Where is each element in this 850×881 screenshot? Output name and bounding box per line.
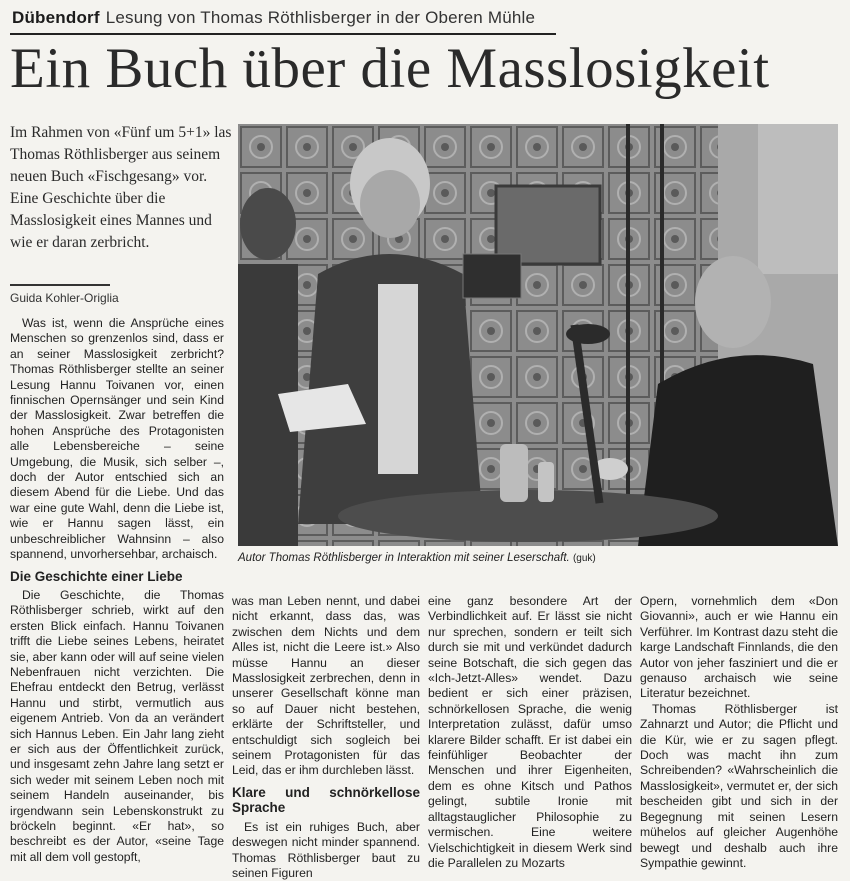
article-column-4 (640, 594, 838, 871)
lead-divider (10, 284, 110, 286)
article-column-1 (10, 316, 224, 865)
article-column-3 (428, 594, 632, 871)
body-paragraph: Was ist, wenn die Ansprüche eines Menschen so grenzenlos sind, dass er an seiner Masslosigkeit zerbricht? Thomas Röthlisberger stellte an seiner Lesung Hannu Toivanen vor, einen finnischen Opernsänger und sein Kind der Masslosigkeit. Zwar betreffen die hohen Ansprüche des Protagonisten alle Lebensbereiche – seine Umgebung, die Musik, sich selber –, doch der Autor entschied sich an diesem Abend für die Liebe. Und das war eine gute Wahl, denn die Liebe ist, wie er Hannu sagen lässt, ein unbeschreiblicher Wahnsinn – also spannend, unvorhersehbar, archaisch. (10, 316, 224, 562)
body-paragraph: Thomas Röthlisberger ist Zahnarzt und Autor; die Pflicht und die Kür, wie er zu sagen pflegt. Doch was macht ihn zum Schreibenden? «Wahrscheinlich die Masslosigkeit», vermutet er, der sich bescheiden gibt und sich in der Begegnung mit seinen Lesern mühelos auf gleicher Augenhöhe bewegt und deshalb auch ihre Sympathie gewinnt. (640, 701, 838, 870)
author-byline: Guida Kohler-Origlia (10, 291, 119, 305)
photo-credit: (guk) (572, 553, 596, 564)
subheading: Klare und schnörkellose Sprache (232, 784, 420, 816)
subheading: Die Geschichte einer Liebe (10, 568, 183, 584)
kicker-rule (10, 33, 556, 35)
lead-paragraph: Im Rahmen von «Fünf um 5+1» las Thomas Röthlisberger aus seinem neuen Buch «Fischgesang» vor. Eine Geschichte über die Masslosigkeit eines Mannes und wie er daran zerbricht. (10, 124, 232, 251)
headline: Ein Buch über die Masslosigkeit (10, 37, 770, 100)
kicker-place: Dübendorf (12, 8, 100, 27)
kicker (12, 8, 535, 28)
photo-caption (238, 552, 838, 564)
kicker-subtitle: Lesung von Thomas Röthlisberger in der Oberen Mühle (105, 8, 536, 27)
article-photo (238, 124, 838, 546)
body-paragraph: eine ganz besondere Art der Verbindlichkeit auf. Er lässt sie nicht nur sprechen, sondern er teilt sich durch sie mit und verkündet dadurch seine Botschaft, die sich gegen das «Ich-Jetzt-Alles» wendet. Dazu bedient er sich einer präzisen, schnörkellosen Sprache, die wenig Interpretation zulässt, dafür umso klarere Bilder schafft. Er ist dabei ein feinfühliger Beobachter der Menschen und ihrer Eigenheiten, dem es ohne Kitsch und Pathos gelingt, subtile Ironie mit alltagstauglicher Philosophie zu vermischen. Eine weitere Vielschichtigkeit in diesem Werk sind die Parallelen zu Mozarts (428, 594, 632, 870)
body-paragraph: Opern, vornehmlich dem «Don Giovanni», auch er wie Hannu ein Verführer. Im Kontrast dazu steht die karge Landschaft Finnlands, die den Autor von jeher fasziniert und die er genauso archaisch wie seine Literatur bezeichnet. (640, 594, 838, 701)
body-paragraph: Es ist ein ruhiges Buch, aber deswegen nicht minder spannend. Thomas Röthlisberger baut zu seinen Figuren (232, 819, 420, 880)
body-paragraph: was man Leben nennt, und dabei nicht erkannt, dass das, was zwischen dem Nichts und dem Alles ist, nicht die Leere ist.» Also müsse Hannu an dieser Masslosigkeit zerbrechen, denn in unserer Gesellschaft könne man so auf Dauer nicht bestehen, erklärte der Schriftsteller, und entschuldigt sich sogleich bei seinem Protagonisten für das Leid, das er ihm durchleben lässt. (232, 594, 420, 778)
article-column-2 (232, 594, 420, 881)
caption-text: Autor Thomas Röthlisberger in Interaktion mit seiner Leserschaft. (238, 552, 570, 564)
body-paragraph: Die Geschichte, die Thomas Röthlisberger schrieb, wirkt auf den ersten Blick einfach. Hannu Toivanen trifft die Liebe seines Lebens, heiratet sie, aber kann oder will auf seine vielen Nebenfrauen nicht verzichten. Die Ehefrau entdeckt den Betrug, verlässt Hannu und stirbt, vermutlich aus eigenem Antrieb. Von da an verändert sich Hannus Leben. Ein Jahr lang zieht er sich aus der Öffentlichkeit zurück, und insgesamt zehn Jahre lang setzt er sich weder mit seinem Leben noch mit seinem Handeln auseinander, bis irgendwann sein Lebenskonstrukt zu bröckeln beginnt. «Er hat», so beschreibt es der Autor, «seine Tage mit all dem voll gestopft, (10, 587, 224, 864)
person-left-silhouette (238, 188, 298, 546)
